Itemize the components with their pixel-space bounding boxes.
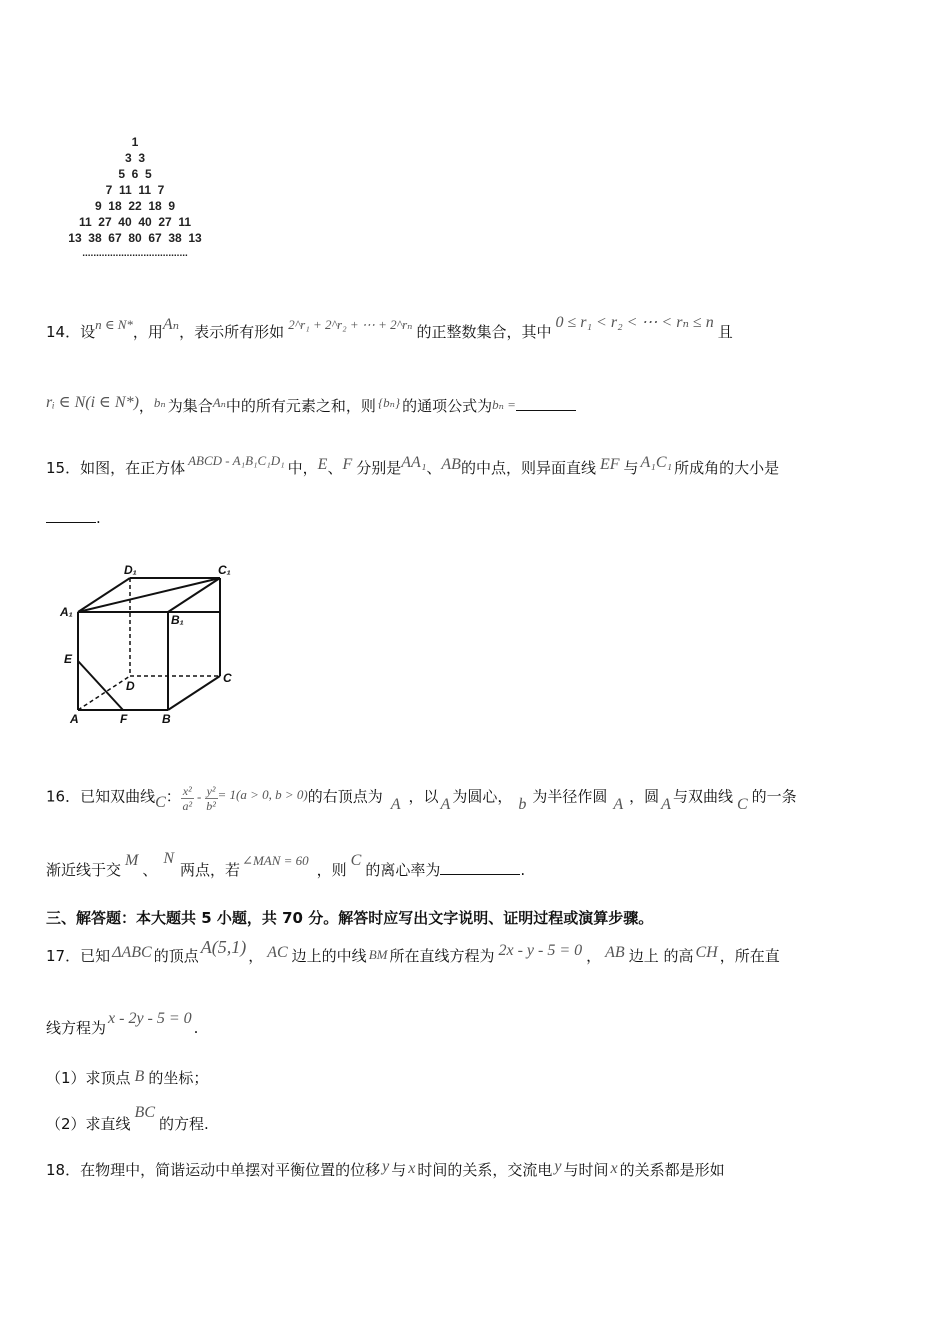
q16-text: ，以 — [408, 787, 439, 806]
q17-part2-text: 的方程. — [159, 1115, 209, 1133]
q14-bn: bₙ — [153, 395, 166, 410]
q18-x: x — [610, 1160, 618, 1177]
q15-A1C1: A₁C₁ — [640, 454, 673, 471]
q16-angle: ∠MAN = 60 — [242, 853, 309, 868]
q16-a2: a² — [182, 799, 193, 813]
triangle-row: 3 3 — [124, 151, 145, 165]
label-D1: D₁ — [124, 563, 137, 577]
q16-frac-y — [205, 784, 218, 813]
triangle-row: 11 27 40 40 27 11 — [78, 215, 192, 229]
edge-AD-hidden — [78, 676, 130, 710]
q14-form: 2^r₁ + 2^r₂ + ⋯ + 2^rₙ — [288, 317, 413, 332]
q15-EF: EF — [599, 456, 620, 473]
q15-end: . — [96, 509, 101, 527]
q18-line1 — [46, 1160, 725, 1181]
q14-An2: Aₙ — [212, 395, 226, 410]
triangle-dots: ...................................... — [82, 248, 188, 259]
q18-y: y — [554, 1158, 562, 1175]
q16-C: C — [155, 794, 166, 812]
label-F: F — [120, 712, 128, 726]
label-C1: C₁ — [218, 563, 231, 577]
triangle-row: 1 — [131, 135, 139, 149]
q16-N: N — [163, 850, 175, 867]
q16-M: M — [125, 852, 139, 869]
q18-text: 18．在物理中，简谐运动中单摆对平衡位置的位移 — [46, 1161, 381, 1179]
triangle-row: 9 18 22 18 9 — [94, 199, 176, 213]
q14-text: 中的所有元素之和，则 — [225, 397, 376, 415]
q14-eq: bₙ = — [492, 397, 516, 412]
q16-text: 渐近线于交 — [46, 861, 122, 879]
q15-cube: ABCD - A₁B₁C₁D₁ — [188, 453, 285, 468]
label-A: A — [70, 712, 79, 726]
q16-b2: b² — [206, 799, 216, 813]
q16-end: . — [520, 861, 526, 879]
q17-A: A(5,1) — [200, 937, 247, 957]
q14-An: Aₙ — [162, 316, 180, 333]
q17-BC: BC — [134, 1104, 155, 1121]
q17-number: 17．已知 — [46, 947, 111, 965]
label-A1: A₁ — [60, 605, 73, 619]
q16-A: A — [661, 796, 671, 814]
q17-part1 — [46, 1068, 208, 1089]
q18-x: x — [408, 1160, 416, 1177]
q14-set: n ∈ N* — [95, 317, 133, 332]
q16-C: C — [736, 796, 748, 814]
q17-part1-text: （1）求顶点 — [46, 1069, 131, 1087]
q14-text: 的通项公式为 — [402, 397, 493, 415]
edge-BC — [168, 676, 220, 710]
q17-text: ， — [248, 947, 264, 965]
q17-part2-text: （2）求直线 — [46, 1115, 131, 1133]
q15-text: 、 — [327, 459, 343, 477]
q15-text: 的中点，则异面直线 — [460, 459, 596, 477]
label-C: C — [223, 671, 232, 685]
number-triangle — [40, 134, 230, 260]
q16-text: ： — [165, 787, 181, 806]
q17-CH: CH — [695, 944, 718, 961]
q16-text: 的右顶点为 — [307, 787, 383, 806]
triangle-row: 7 11 11 7 — [105, 183, 165, 197]
q17-line1 — [46, 937, 780, 967]
q16-number: 16．已知双曲线 — [46, 787, 156, 806]
q15-line2 — [46, 508, 101, 528]
q17-B: B — [134, 1068, 145, 1085]
q15-text: 所成角的大小是 — [674, 459, 780, 477]
q15-number: 15．如图，在正方体 — [46, 459, 186, 477]
label-B: B — [162, 712, 171, 726]
q16-answer-blank[interactable] — [440, 860, 520, 875]
triangle-row: 5 6 5 — [118, 167, 152, 181]
q17-text: ， — [586, 947, 602, 965]
q16-text: 两点，若 — [180, 861, 241, 879]
q18-y: y — [382, 1158, 390, 1175]
q16-A: A — [613, 796, 624, 814]
q18-text: 与时间 — [563, 1161, 609, 1179]
q15-text: 、 — [426, 459, 442, 477]
q16-x2: x² — [182, 784, 192, 798]
q14-text: 且 — [717, 323, 733, 341]
section-heading: 三、解答题：本大题共 5 小题，共 70 分。解答时应写出文字说明、证明过程或演算步骤。 — [46, 909, 654, 927]
q17-text: 边上的中线 — [291, 947, 367, 965]
cube-figure — [58, 560, 258, 730]
q16-text: ，圆 — [629, 787, 660, 806]
q17-end: . — [193, 1019, 199, 1037]
q16-C: C — [350, 852, 362, 869]
q14-line2 — [46, 396, 576, 417]
q16-equation — [181, 784, 308, 813]
q14-text: 为集合 — [167, 397, 213, 415]
q15-line1 — [46, 453, 780, 479]
q17-text: 线方程为 — [46, 1019, 107, 1037]
q17-part1-text: 的坐标； — [148, 1069, 209, 1087]
q16-line1 — [46, 784, 797, 813]
q18-text: 与 — [391, 1161, 407, 1179]
q16-text: 的离心率为 — [365, 861, 441, 879]
q17-AC: AC — [267, 944, 288, 961]
q17-BM: BM — [368, 947, 388, 962]
q16-y2: y² — [206, 784, 216, 798]
q14-answer-blank[interactable] — [516, 396, 576, 411]
q16-frac-x — [181, 784, 194, 813]
q16-rhs: = 1(a > 0, b > 0) — [217, 787, 308, 803]
q17-eq1: 2x - y - 5 = 0 — [498, 942, 583, 959]
q16-text: 的一条 — [751, 787, 797, 806]
q14-seq: {bₙ} — [377, 395, 401, 410]
q17-eq2: x - 2y - 5 = 0 — [108, 1010, 192, 1027]
q17-text: 所在直线方程为 — [389, 947, 495, 965]
q18-text: 的关系都是形如 — [619, 1161, 725, 1179]
q17-part2 — [46, 1104, 209, 1135]
q14-text: ， — [138, 397, 154, 415]
q16-b: b — [518, 796, 527, 814]
q17-text: ，所在直 — [719, 947, 780, 965]
q15-text: 中， — [287, 459, 318, 477]
q14-text: ，用 — [132, 323, 163, 341]
label-E: E — [64, 652, 73, 666]
q17-triangle: ΔABC — [112, 944, 152, 961]
triangle-row: 13 38 67 80 67 38 13 — [68, 231, 202, 245]
q16-A: A — [390, 796, 401, 814]
label-D: D — [126, 679, 135, 693]
q16-A: A — [440, 796, 451, 814]
q15-F: F — [342, 456, 353, 473]
q14-number: 14．设 — [46, 323, 96, 341]
q17-text: 边上 的高 — [628, 947, 694, 965]
edge-C1B1 — [168, 578, 220, 612]
q17-line2 — [46, 1010, 199, 1039]
q15-AA1: AA₁ — [401, 454, 427, 471]
q15-text: 与 — [623, 459, 639, 477]
q16-text: 为圆心， — [452, 787, 513, 806]
q15-text: 分别是 — [356, 459, 402, 477]
q14-text: ，表示所有形如 — [179, 323, 285, 341]
q16-text: 与双曲线 — [672, 787, 733, 806]
label-B1: B₁ — [171, 613, 184, 627]
q14-line1 — [46, 314, 733, 343]
q15-answer-blank[interactable] — [46, 508, 96, 523]
q17-AB: AB — [605, 944, 625, 961]
q15-E: E — [317, 456, 328, 473]
edge-A1D1 — [78, 578, 130, 612]
q16-minus: - — [193, 789, 205, 805]
q16-text: 为半径作圆 — [532, 787, 608, 806]
q17-text: 的顶点 — [153, 947, 199, 965]
q14-condition: 0 ≤ r₁ < r₂ < ⋯ < rₙ ≤ n — [555, 314, 714, 331]
q16-text: ，则 — [316, 861, 347, 879]
q15-AB: AB — [441, 456, 461, 473]
q16-line2 — [46, 850, 526, 881]
q16-text: 、 — [142, 861, 158, 879]
q18-text: 时间的关系，交流电 — [417, 1161, 553, 1179]
diagonal-A1C1 — [78, 578, 220, 612]
q14-text: 的正整数集合，其中 — [416, 323, 552, 341]
q14-ri: rᵢ ∈ N(i ∈ N*) — [46, 394, 139, 411]
